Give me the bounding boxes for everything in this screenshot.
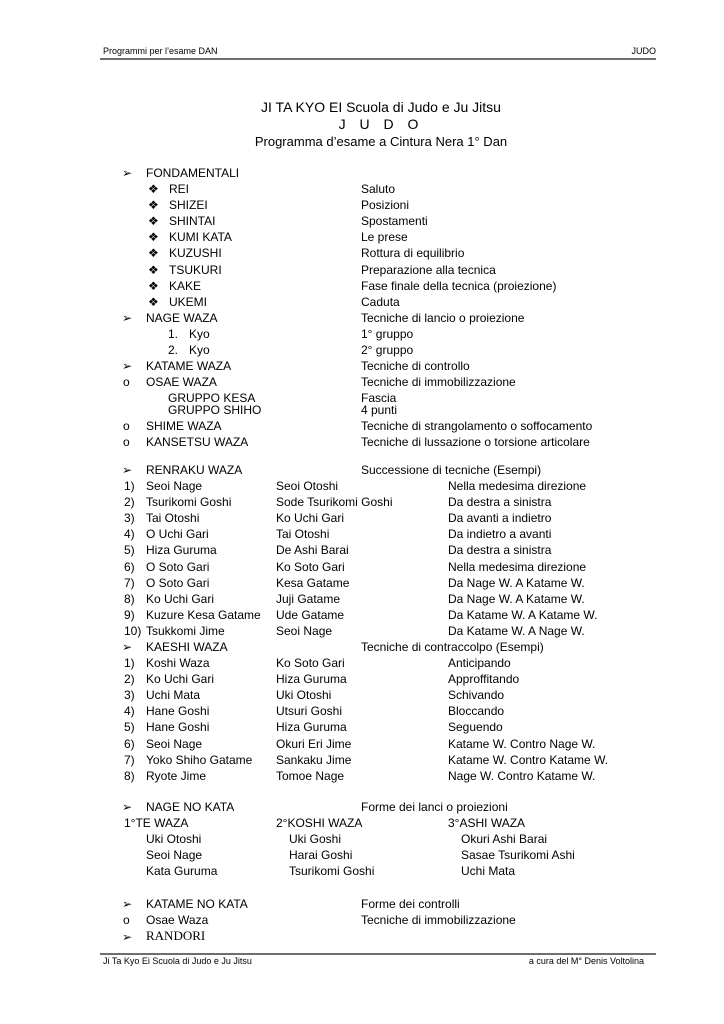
fondamentali-term: UKEMI <box>169 294 208 309</box>
renraku-direction: Da avanti a indietro <box>448 511 552 526</box>
renraku-technique-b: Tai Otoshi <box>276 527 330 542</box>
arrow-bullet-icon: ➢ <box>122 463 133 477</box>
kaeshi-attack: Seoi Nage <box>146 736 203 751</box>
section-renraku-waza: RENRAKU WAZA <box>146 463 243 477</box>
renraku-num: 4) <box>124 527 135 542</box>
nage-waza-desc: Tecniche di lancio o proiezione <box>361 311 525 325</box>
circle-bullet-icon: o <box>123 435 130 449</box>
section-katame-waza: KATAME WAZA <box>146 359 232 373</box>
osae-group-desc: Fascia <box>361 391 397 405</box>
diamond-bullet-icon: ❖ <box>148 230 159 245</box>
renraku-direction: Da Katame W. A Katame W. <box>448 607 598 622</box>
nage-no-kata-technique: Uki Otoshi <box>146 832 202 846</box>
fondamentali-desc: Preparazione alla tecnica <box>361 262 496 277</box>
circle-bullet-icon: o <box>123 419 130 433</box>
kansetsu-waza-desc: Tecniche di lussazione o torsione articolare <box>361 435 590 449</box>
fondamentali-desc: Caduta <box>361 294 400 309</box>
renraku-num: 2) <box>124 495 135 510</box>
fondamentali-desc: Le prese <box>361 230 408 245</box>
renraku-num: 9) <box>124 607 135 622</box>
renraku-direction: Nella medesima direzione <box>448 479 587 493</box>
kaeshi-attack: Uchi Mata <box>146 688 201 703</box>
renraku-direction: Da Katame W. A Nage W. <box>448 623 585 638</box>
nage-waza-group: 2° gruppo <box>361 343 414 357</box>
kaeshi-counter: Sankaku Jime <box>276 752 352 767</box>
section-nage-no-kata: NAGE NO KATA <box>146 800 235 814</box>
fondamentali-term: REI <box>169 182 190 196</box>
renraku-direction: Da Nage W. A Katame W. <box>448 575 585 590</box>
osae-group-term: GRUPPO SHIHO <box>168 403 262 417</box>
nage-waza-term: Kyo <box>189 327 210 341</box>
renraku-num: 5) <box>124 543 135 558</box>
renraku-technique-b: Ko Uchi Gari <box>276 511 345 526</box>
diamond-bullet-icon: ❖ <box>148 262 159 277</box>
kaeshi-num: 5) <box>124 720 135 735</box>
kaeshi-num: 2) <box>124 672 135 687</box>
osae-waza-desc: Tecniche di immobilizzazione <box>361 375 516 389</box>
kaeshi-mode: Katame W. Contro Katame W. <box>448 752 609 767</box>
kaeshi-mode: Katame W. Contro Nage W. <box>448 736 596 751</box>
nage-no-kata-technique: Okuri Ashi Barai <box>461 832 548 846</box>
header-left: Programmi per l’esame DAN <box>103 46 218 56</box>
renraku-technique-a: O Uchi Gari <box>146 527 209 542</box>
kaeshi-num: 1) <box>124 656 135 670</box>
diamond-bullet-icon: ❖ <box>148 214 159 229</box>
kaeshi-attack: Ko Uchi Gari <box>146 672 215 687</box>
fondamentali-desc: Posizioni <box>361 198 410 213</box>
osae-waza-kata-desc: Tecniche di immobilizzazione <box>361 913 516 927</box>
kaeshi-num: 8) <box>124 768 135 783</box>
nage-no-kata-group-header: 1°TE WAZA <box>124 816 189 830</box>
header-right: JUDO <box>631 46 656 56</box>
fondamentali-term: TSUKURI <box>169 262 222 277</box>
kaeshi-mode: Seguendo <box>448 720 503 735</box>
kaeshi-mode: Schivando <box>448 688 505 703</box>
diamond-bullet-icon: ❖ <box>148 198 159 213</box>
circle-bullet-icon: o <box>123 375 130 389</box>
diamond-bullet-icon: ❖ <box>148 246 159 261</box>
osae-waza-kata: Osae Waza <box>146 913 209 927</box>
renraku-num: 10) <box>124 623 142 638</box>
discipline-title: J U D O <box>338 116 424 132</box>
kaeshi-attack: Hane Goshi <box>146 704 210 719</box>
footer-rule <box>100 953 656 955</box>
osae-group-desc: 4 punti <box>361 403 398 417</box>
renraku-num: 1) <box>124 479 135 493</box>
renraku-num: 3) <box>124 511 135 526</box>
renraku-technique-a: O Soto Gari <box>146 559 210 574</box>
fondamentali-term: SHIZEI <box>169 198 208 213</box>
renraku-technique-a: Ko Uchi Gari <box>146 591 215 606</box>
diamond-bullet-icon: ❖ <box>148 294 159 309</box>
school-title: JI TA KYO EI Scuola di Judo e Ju Jitsu <box>261 99 501 115</box>
arrow-bullet-icon: ➢ <box>122 311 133 325</box>
kaeshi-mode: Bloccando <box>448 704 505 719</box>
nage-no-kata-technique: Seoi Nage <box>146 848 203 863</box>
renraku-direction: Da destra a sinistra <box>448 543 552 558</box>
kaeshi-mode: Anticipando <box>448 656 511 670</box>
arrow-bullet-icon: ➢ <box>122 930 133 944</box>
renraku-technique-a: O Soto Gari <box>146 575 210 590</box>
section-randori: RANDORI <box>146 928 206 943</box>
nage-no-kata-technique: Uchi Mata <box>461 864 516 879</box>
renraku-technique-b: Sode Tsurikomi Goshi <box>276 495 393 510</box>
section-shime-waza: SHIME WAZA <box>146 419 222 433</box>
renraku-technique-a: Seoi Nage <box>146 479 203 493</box>
fondamentali-term: KUZUSHI <box>169 246 222 261</box>
fondamentali-term: SHINTAI <box>169 214 216 229</box>
diamond-bullet-icon: ❖ <box>148 182 159 196</box>
kaeshi-counter: Hiza Guruma <box>276 672 347 687</box>
nage-no-kata-group-header: 3°ASHI WAZA <box>448 816 526 830</box>
section-kaeshi-waza: KAESHI WAZA <box>146 640 228 654</box>
renraku-technique-b: Ko Soto Gari <box>276 559 345 574</box>
renraku-num: 7) <box>124 575 135 590</box>
nage-no-kata-technique: Tsurikomi Goshi <box>289 864 375 879</box>
renraku-direction: Nella medesima direzione <box>448 559 587 574</box>
renraku-num: 6) <box>124 559 135 574</box>
nage-no-kata-desc: Forme dei lanci o proiezioni <box>361 800 508 814</box>
renraku-technique-a: Kuzure Kesa Gatame <box>146 607 261 622</box>
renraku-direction: Da indietro a avanti <box>448 527 552 542</box>
fondamentali-desc: Fase finale della tecnica (proiezione) <box>361 278 557 293</box>
nage-no-kata-group-header: 2°KOSHI WAZA <box>276 816 363 830</box>
section-osae-waza: OSAE WAZA <box>146 375 217 389</box>
fondamentali-desc: Spostamenti <box>361 214 428 229</box>
nage-waza-term: Kyo <box>189 343 210 357</box>
kaeshi-mode: Approffitando <box>448 672 520 687</box>
katame-waza-desc: Tecniche di controllo <box>361 359 470 373</box>
renraku-technique-b: Seoi Otoshi <box>276 479 339 493</box>
fondamentali-desc: Rottura di equilibrio <box>361 246 465 261</box>
fondamentali-desc: Saluto <box>361 182 396 196</box>
kaeshi-attack: Yoko Shiho Gatame <box>146 752 253 767</box>
renraku-technique-a: Tsurikomi Goshi <box>146 495 232 510</box>
footer-right: a cura del M° Denis Voltolina <box>528 956 644 966</box>
kaeshi-mode: Nage W. Contro Katame W. <box>448 768 596 783</box>
section-nage-waza: NAGE WAZA <box>146 311 218 325</box>
section-fondamentali: FONDAMENTALI <box>146 166 240 180</box>
nage-waza-group: 1° gruppo <box>361 327 414 341</box>
section-kansetsu-waza: KANSETSU WAZA <box>146 435 249 449</box>
kaeshi-num: 7) <box>124 752 135 767</box>
renraku-technique-b: De Ashi Barai <box>276 543 349 558</box>
circle-bullet-icon: o <box>123 913 130 927</box>
arrow-bullet-icon: ➢ <box>122 166 133 180</box>
renraku-technique-a: Hiza Guruma <box>146 543 217 558</box>
header-rule <box>100 58 656 60</box>
renraku-technique-a: Tai Otoshi <box>146 511 200 526</box>
kaeshi-num: 4) <box>124 704 135 719</box>
fondamentali-term: KUMI KATA <box>169 230 232 245</box>
renraku-direction: Da Nage W. A Katame W. <box>448 591 585 606</box>
renraku-technique-a: Tsukkomi Jime <box>146 623 225 638</box>
arrow-bullet-icon: ➢ <box>122 897 133 911</box>
renraku-waza-desc: Successione di tecniche (Esempi) <box>361 463 542 477</box>
renraku-technique-b: Juji Gatame <box>276 591 341 606</box>
shime-waza-desc: Tecniche di strangolamento o soffocamento <box>361 419 593 433</box>
nage-no-kata-technique: Harai Goshi <box>289 848 353 863</box>
diamond-bullet-icon: ❖ <box>148 278 159 293</box>
kaeshi-num: 6) <box>124 736 135 751</box>
nage-no-kata-technique: Uki Goshi <box>289 832 342 846</box>
footer-left: Ji Ta Kyo Ei Scuola di Judo e Ju Jitsu <box>103 956 252 966</box>
kaeshi-attack: Hane Goshi <box>146 720 210 735</box>
katame-no-kata-desc: Forme dei controlli <box>361 897 460 911</box>
renraku-technique-b: Kesa Gatame <box>276 575 350 590</box>
kaeshi-counter: Utsuri Goshi <box>276 704 343 719</box>
arrow-bullet-icon: ➢ <box>122 640 133 654</box>
kaeshi-counter: Okuri Eri Jime <box>276 736 352 751</box>
renraku-technique-b: Ude Gatame <box>276 607 345 622</box>
kaeshi-counter: Tomoe Nage <box>276 768 345 783</box>
renraku-direction: Da destra a sinistra <box>448 495 552 510</box>
kaeshi-waza-desc: Tecniche di contraccolpo (Esempi) <box>361 640 544 654</box>
fondamentali-term: KAKE <box>169 278 202 293</box>
renraku-num: 8) <box>124 591 135 606</box>
renraku-technique-b: Seoi Nage <box>276 623 333 638</box>
arrow-bullet-icon: ➢ <box>122 800 133 814</box>
kaeshi-counter: Hiza Guruma <box>276 720 347 735</box>
kaeshi-counter: Uki Otoshi <box>276 688 332 703</box>
kaeshi-num: 3) <box>124 688 135 703</box>
kaeshi-attack: Ryote Jime <box>146 768 207 783</box>
arrow-bullet-icon: ➢ <box>122 359 133 373</box>
nage-waza-num: 2. <box>168 343 179 357</box>
kaeshi-counter: Ko Soto Gari <box>276 656 345 670</box>
section-katame-no-kata: KATAME NO KATA <box>146 897 248 911</box>
osae-group-term: GRUPPO KESA <box>168 391 256 405</box>
nage-no-kata-technique: Kata Guruma <box>146 864 218 879</box>
kaeshi-attack: Koshi Waza <box>146 656 210 670</box>
program-subtitle: Programma d’esame a Cintura Nera 1° Dan <box>254 134 508 149</box>
nage-waza-num: 1. <box>168 327 179 341</box>
nage-no-kata-technique: Sasae Tsurikomi Ashi <box>461 848 575 863</box>
